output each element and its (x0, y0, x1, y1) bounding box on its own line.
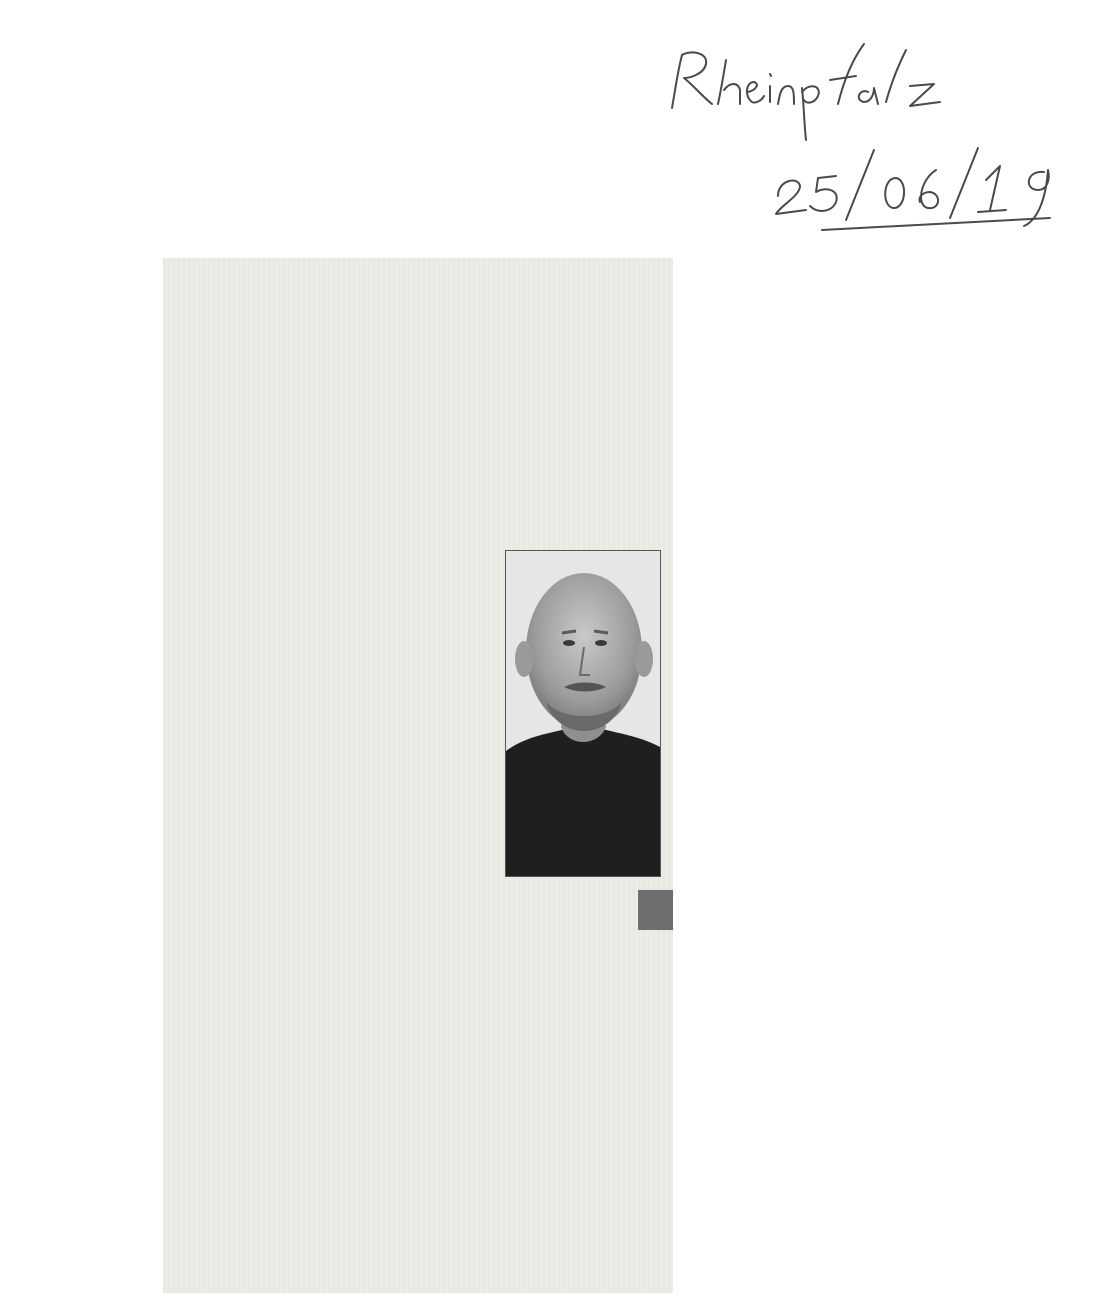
article-line (215, 304, 611, 331)
article (215, 278, 611, 357)
handwritten-annotation (660, 30, 1080, 250)
article-line (215, 331, 611, 358)
gray-box (638, 890, 673, 930)
right-column-fragments (636, 258, 673, 1258)
article-headline (215, 278, 611, 304)
newspaper-clipping (163, 258, 673, 1293)
